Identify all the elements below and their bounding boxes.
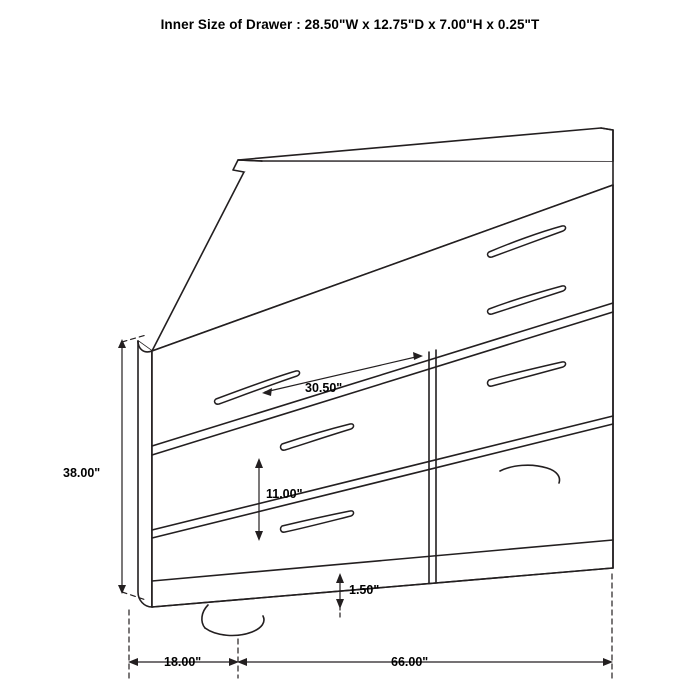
- dresser-left-side-panel: [138, 341, 152, 607]
- dim-label-drawer-front-width: 30.50": [305, 381, 343, 395]
- dim-label-depth: 18.00": [164, 655, 202, 669]
- dim-label-overall-height: 38.00": [63, 466, 101, 480]
- dim-label-overall-width: 66.00": [391, 655, 429, 669]
- page-title: Inner Size of Drawer : 28.50"W x 12.75"D x 7.00"H x 0.25"T: [160, 17, 540, 32]
- dim-label-drawer-front-height: 11.00": [266, 487, 303, 501]
- dim-label-base-height: 1.50": [349, 583, 380, 597]
